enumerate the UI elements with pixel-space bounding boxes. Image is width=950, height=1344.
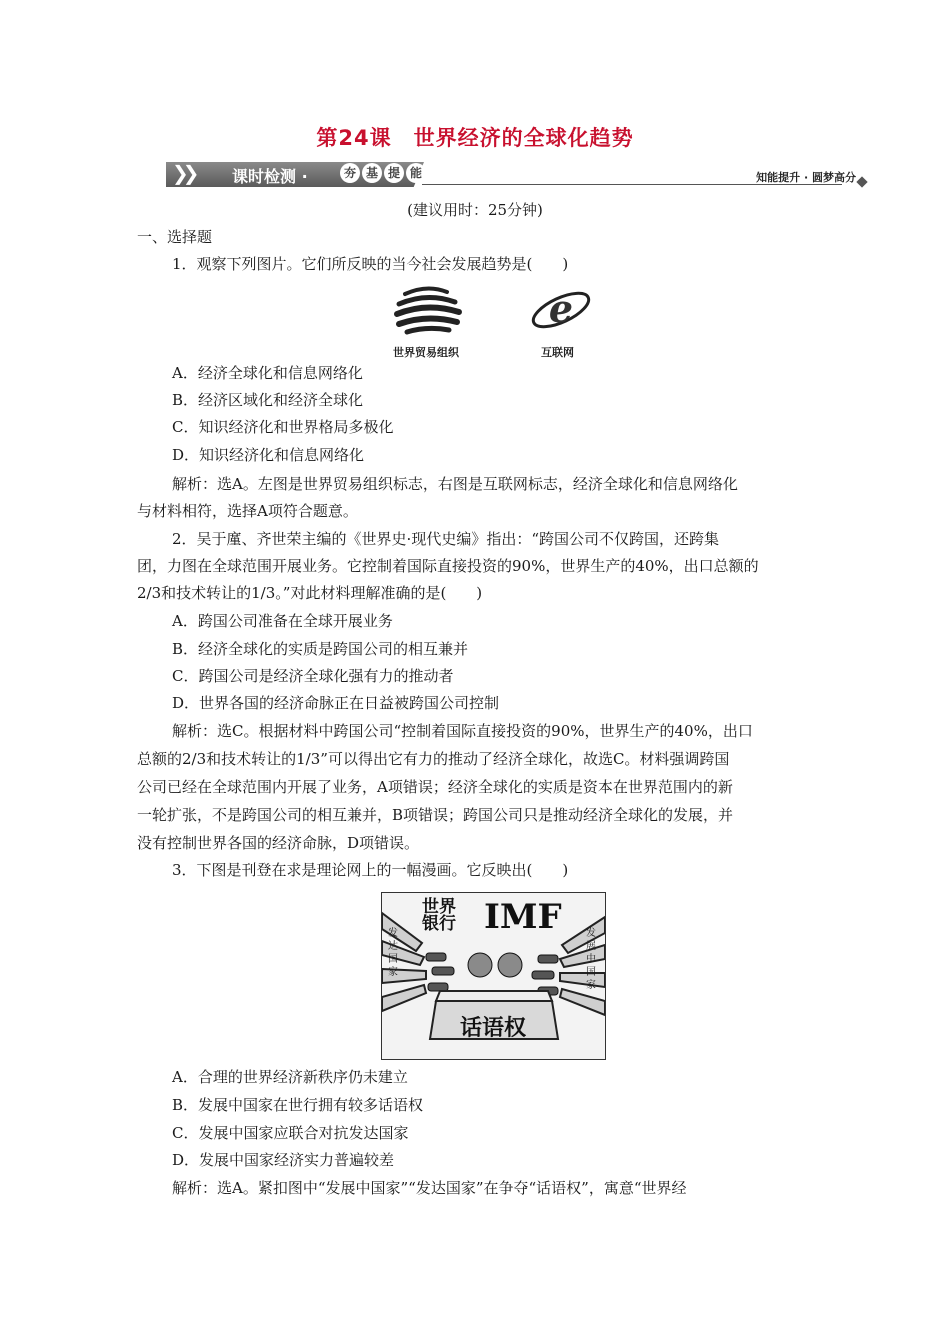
- sleeve-char: 家: [586, 980, 596, 991]
- banner-label: 课时检测 ·: [232, 167, 308, 186]
- double-chevron-icon: ❯❯: [172, 161, 194, 185]
- sleeve-char: 展: [586, 941, 596, 952]
- developed-country-sleeve: [388, 927, 400, 979]
- section-banner: [166, 160, 866, 190]
- section-heading: 一、选择题: [137, 228, 213, 246]
- sleeve-char: 国: [586, 967, 596, 978]
- world-bank-sign: 世界银行: [422, 897, 456, 934]
- q3-cartoon: [381, 892, 606, 1060]
- banner-tag: 能: [406, 163, 426, 183]
- q1-option-b: B．经济区域化和经济全球化: [172, 391, 364, 409]
- sleeve-char: 发: [388, 928, 398, 939]
- sleeve-char: 发: [586, 928, 596, 939]
- internet-label: 互联网: [541, 346, 574, 359]
- sleeve-char: 达: [388, 941, 398, 952]
- q1-figure: [385, 280, 605, 360]
- q2-option-a: A．跨国公司准备在全球开展业务: [172, 612, 393, 630]
- developing-country-sleeve: [586, 927, 598, 992]
- wto-logo-icon: [385, 280, 605, 340]
- q2-analysis: 公司已经在全球范围内开展了业务，A项错误；经济全球化的实质是资本在世界范围内的新: [137, 778, 733, 796]
- q3-option-a: A．合理的世界经济新秩序仍未建立: [172, 1068, 408, 1086]
- q2-stem: 2．吴于廑、齐世荣主编的《世界史·现代史编》指出：“跨国公司不仅跨国，还跨集: [172, 530, 719, 548]
- q1-analysis: 与材料相符，选择A项符合题意。: [137, 502, 358, 520]
- q3-stem: 3．下图是刊登在求是理论网上的一幅漫画。它反映出( ): [172, 861, 569, 879]
- banner-slogan: 知能提升 · 圆梦高分: [756, 171, 856, 184]
- time-note: (建议用时：25分钟): [407, 201, 543, 219]
- q2-analysis: 解析：选C。根据材料中跨国公司“控制着国际直接投资的90%，世界生产的40%，出口: [172, 722, 753, 740]
- q2-analysis: 没有控制世界各国的经济命脉，D项错误。: [137, 834, 420, 852]
- q2-analysis: 一轮扩张，不是跨国公司的相互兼并，B项错误；跨国公司只是推动经济全球化的发展，并: [137, 806, 734, 824]
- q1-option-d: D．知识经济化和信息网络化: [172, 446, 365, 464]
- q3-option-c: C．发展中国家应联合对抗发达国家: [172, 1124, 409, 1142]
- q2-option-d: D．世界各国的经济命脉正在日益被跨国公司控制: [172, 694, 500, 712]
- lesson-title: 第24课 世界经济的全球化趋势: [316, 126, 634, 150]
- banner-tags: [340, 163, 426, 183]
- imf-sign: IMF: [484, 897, 562, 937]
- q3-option-d: D．发展中国家经济实力普遍较差: [172, 1151, 395, 1169]
- discourse-power-label: 话语权: [460, 1016, 527, 1041]
- q3-analysis: 解析：选A。紧扣图中“发展中国家”“发达国家”在争夺“话语权”，寓意“世界经: [172, 1179, 687, 1197]
- q1-option-a: A．经济全球化和信息网络化: [172, 364, 363, 382]
- q2-stem: 2/3和技术转让的1/3。”对此材料理解准确的是( ): [137, 584, 483, 602]
- internet-explorer-icon: [529, 286, 594, 334]
- diamond-icon: [856, 176, 867, 187]
- q3-option-b: B．发展中国家在世行拥有较多话语权: [172, 1096, 424, 1114]
- banner-tag: 基: [362, 163, 382, 183]
- svg-text:e: e: [548, 286, 574, 331]
- q2-option-c: C．跨国公司是经济全球化强有力的推动者: [172, 667, 454, 685]
- q2-stem: 团，力图在全球范围开展业务。它控制着国际直接投资的90%，世界生产的40%，出口总额的: [137, 557, 759, 575]
- q2-analysis: 总额的2/3和技术转让的1/3”可以得出它有力的推动了经济全球化，故选C。材料强调跨国: [137, 750, 730, 768]
- wto-label: 世界贸易组织: [393, 346, 459, 359]
- q1-option-c: C．知识经济化和世界格局多极化: [172, 418, 394, 436]
- q1-analysis: 解析：选A。左图是世界贸易组织标志，右图是互联网标志，经济全球化和信息网络化: [172, 475, 738, 493]
- q1-stem: 1．观察下列图片。它们所反映的当今社会发展趋势是( ): [172, 255, 569, 273]
- sleeve-char: 国: [388, 954, 398, 965]
- banner-tag: 夯: [340, 163, 360, 183]
- sleeve-char: 家: [388, 967, 398, 978]
- banner-tag: 提: [384, 163, 404, 183]
- sleeve-char: 中: [586, 954, 596, 965]
- q2-option-b: B．经济全球化的实质是跨国公司的相互兼并: [172, 640, 469, 658]
